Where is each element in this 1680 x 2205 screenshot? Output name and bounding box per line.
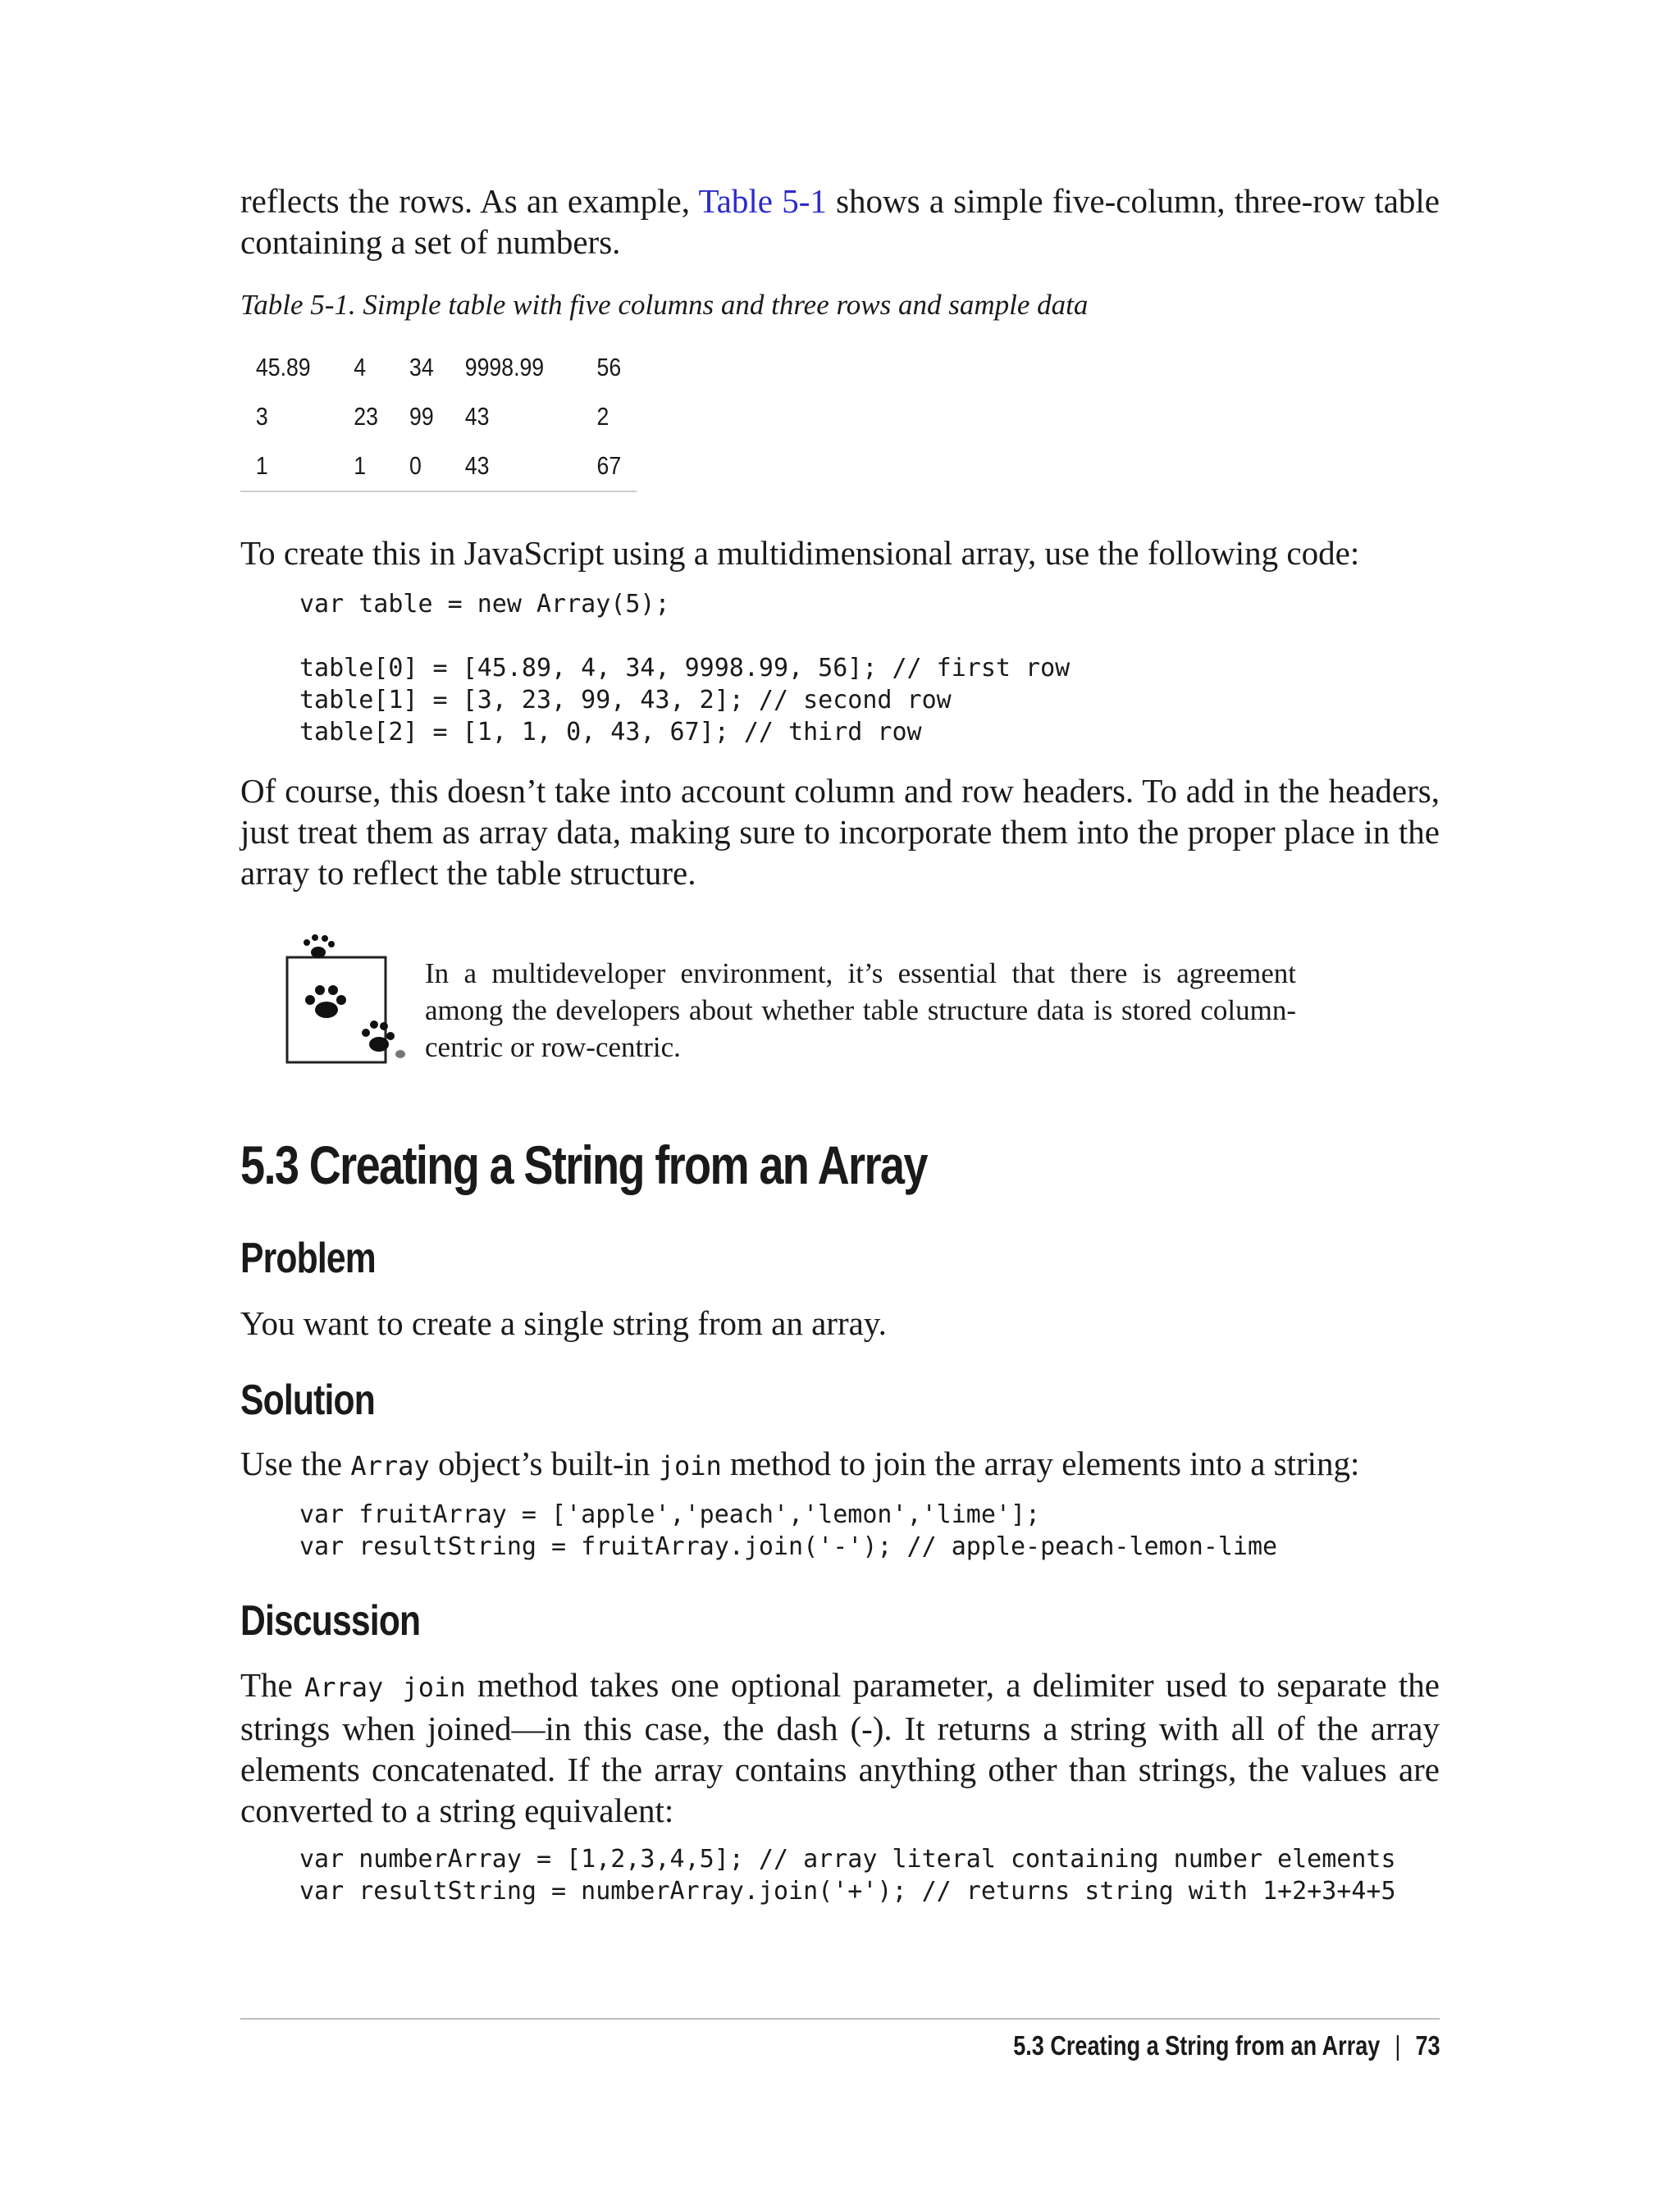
table-cell: 56	[596, 353, 622, 381]
sample-data-table	[240, 343, 637, 492]
table-cell: 1	[338, 441, 394, 491]
table-cell: 4	[354, 353, 367, 381]
discussion-text-1: The	[240, 1666, 304, 1704]
intro-text-after: shows a simple five-column, three-row table containing a set of numbers.	[240, 182, 1440, 261]
code-block-number: var numberArray = [1,2,3,4,5]; // array literal containing number elements var resultString = numberArray.join('+'); // returns string with 1+2+3+4+5	[299, 1845, 1396, 1906]
solution-text-1: Use the	[240, 1445, 351, 1482]
footer-separator: |	[1395, 2030, 1401, 2061]
join-code-inline: join	[658, 1450, 722, 1481]
problem-heading: Problem	[240, 1235, 376, 1282]
problem-text: You want to create a single string from an array.	[240, 1304, 887, 1342]
table-caption: Table 5-1. Simple table with five columns and three rows and sample data	[240, 289, 1089, 321]
code-block-fruit: var fruitArray = ['apple','peach','lemon','lime']; var resultString = fruitArray.join('-'); // apple-peach-lemon-lime	[299, 1500, 1278, 1561]
array-code-inline: Array	[350, 1450, 430, 1481]
intro-text-before: reflects the rows. As an example,	[240, 182, 699, 220]
table-cell: 43	[450, 441, 582, 491]
table-cell: 23	[354, 402, 378, 431]
discussion-text-2: method takes one optional parameter, a delimiter used to separate the strings when joined—in this case, the dash (-). It returns a string with all of the array elements concatenated. If the array contains anything other than strings, the values are converted to a string equivalent:	[240, 1666, 1440, 1829]
table-cell: 3	[255, 402, 268, 431]
table-row	[240, 392, 637, 441]
note-text: In a multideveloper environment, it’s essential that there is agreement among the developers about whether table structure data is stored column-centric or row-centric.	[425, 957, 1296, 1063]
create-paragraph: To create this in JavaScript using a multidimensional array, use the following code:	[240, 534, 1360, 572]
table-cell: 2	[596, 402, 609, 431]
table-cell: 34	[409, 353, 434, 381]
table-row	[240, 343, 637, 392]
table-cell: 99	[409, 402, 434, 431]
footer-section-title: 5.3 Creating a String from an Array	[1013, 2030, 1381, 2061]
table-cell: 1	[240, 441, 338, 491]
table-cell: 9998.99	[464, 353, 545, 381]
headers-paragraph: Of course, this doesn’t take into account column and row headers. To add in the headers, just treat them as array data, making sure to incorporate them into the proper place in the array to reflect the table structure.	[240, 772, 1440, 892]
table-cell: 45.89	[255, 353, 311, 381]
section-title: 5.3 Creating a String from an Array	[240, 1134, 927, 1195]
table-cell: 43	[464, 402, 490, 431]
table-row	[240, 441, 637, 491]
table-cell: 0	[394, 441, 450, 491]
table-cell: 67	[582, 441, 637, 491]
page-footer	[1014, 2028, 1440, 2064]
code-block-table: var table = new Array(5); table[0] = [45.89, 4, 34, 9998.99, 56]; // first row table[1] = [3, 23, 99, 43, 2]; // second row table[2] = [1, 1, 0, 43, 67]; // third row	[299, 590, 1071, 746]
array-join-code-inline: Array join	[304, 1672, 466, 1703]
intro-paragraph	[240, 180, 1440, 262]
page-number: 73	[1415, 2030, 1440, 2061]
solution-heading: Solution	[240, 1376, 375, 1424]
discussion-heading: Discussion	[240, 1597, 421, 1645]
paw-prints-icon	[279, 931, 427, 1079]
footer-rule	[240, 2018, 1440, 2020]
solution-text	[240, 1443, 1440, 1486]
table-5-1-link[interactable]: Table 5-1	[698, 182, 827, 220]
solution-text-3: method to join the array elements into a string:	[721, 1445, 1360, 1482]
discussion-text	[240, 1664, 1440, 1831]
solution-text-2: object’s built-in	[429, 1445, 659, 1482]
